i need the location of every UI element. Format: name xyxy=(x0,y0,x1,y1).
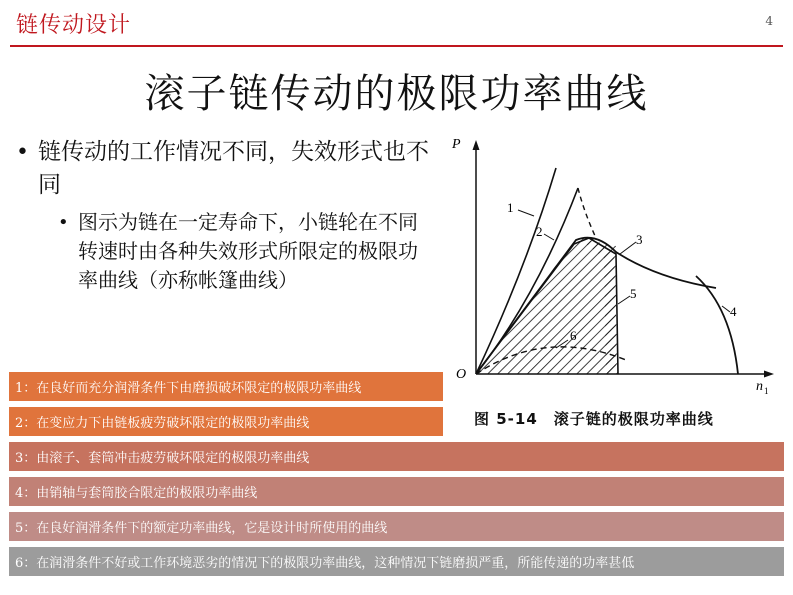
legend-bar-4: 4：由销轴与套筒胶合限定的极限功率曲线 xyxy=(9,477,784,506)
curve-label-2: 2 xyxy=(536,224,543,239)
bullet-sub: • 图示为链在一定寿命下，小链轮在不同转速时由各种失效形式所限定的极限功率曲线（亦称帐篷曲线） xyxy=(58,208,434,295)
y-axis-arrow xyxy=(473,140,480,150)
curve-label-1-leader xyxy=(518,210,534,216)
curve-label-3: 3 xyxy=(636,232,643,247)
legend-bars xyxy=(9,372,784,582)
slide-title: 滚子链传动的极限功率曲线 xyxy=(144,71,649,117)
legend-bar-1: 1：在良好而充分润滑条件下由磨损破坏限定的极限功率曲线 xyxy=(9,372,443,401)
legend-bar-5: 5：在良好润滑条件下的额定功率曲线，它是设计时所使用的曲线 xyxy=(9,512,784,541)
curve-label-5: 5 xyxy=(630,286,637,301)
header-title: 链传动设计 xyxy=(16,13,132,38)
curve-label-2-leader xyxy=(544,234,554,240)
x-axis-label: n xyxy=(756,379,763,394)
curve-2-dashed xyxy=(578,188,596,238)
curve-label-5-leader xyxy=(618,296,630,304)
limit-power-curve-figure xyxy=(446,128,786,400)
legend-bar-6: 6：在润滑条件不好或工作环境恶劣的情况下的极限功率曲线，这种情况下链磨损严重，所能传递的功率甚低 xyxy=(9,547,784,576)
page-number: 4 xyxy=(765,14,773,28)
curve-label-3-leader xyxy=(620,242,636,254)
curve-label-1: 1 xyxy=(507,200,514,215)
curve-4 xyxy=(696,276,738,374)
figure-caption: 图 5-14 滚子链的极限功率曲线 xyxy=(474,410,714,428)
hatched-region-left xyxy=(476,238,616,374)
curve-label-4-leader xyxy=(722,306,730,312)
legend-bar-2: 2：在变应力下由链板疲劳破坏限定的极限功率曲线 xyxy=(9,407,443,436)
bullet-list xyxy=(14,136,434,295)
legend-bar-3: 3：由滚子、套筒冲击疲劳破坏限定的极限功率曲线 xyxy=(9,442,784,471)
bullet-main: • 链传动的工作情况不同，失效形式也不同 xyxy=(14,136,434,202)
header-divider xyxy=(10,45,783,47)
y-axis-label: P xyxy=(452,137,461,152)
curve-label-4: 4 xyxy=(730,304,737,319)
curve-label-6: 6 xyxy=(570,328,577,343)
x-axis-subscript: 1 xyxy=(764,386,769,396)
origin-label: O xyxy=(456,367,467,382)
